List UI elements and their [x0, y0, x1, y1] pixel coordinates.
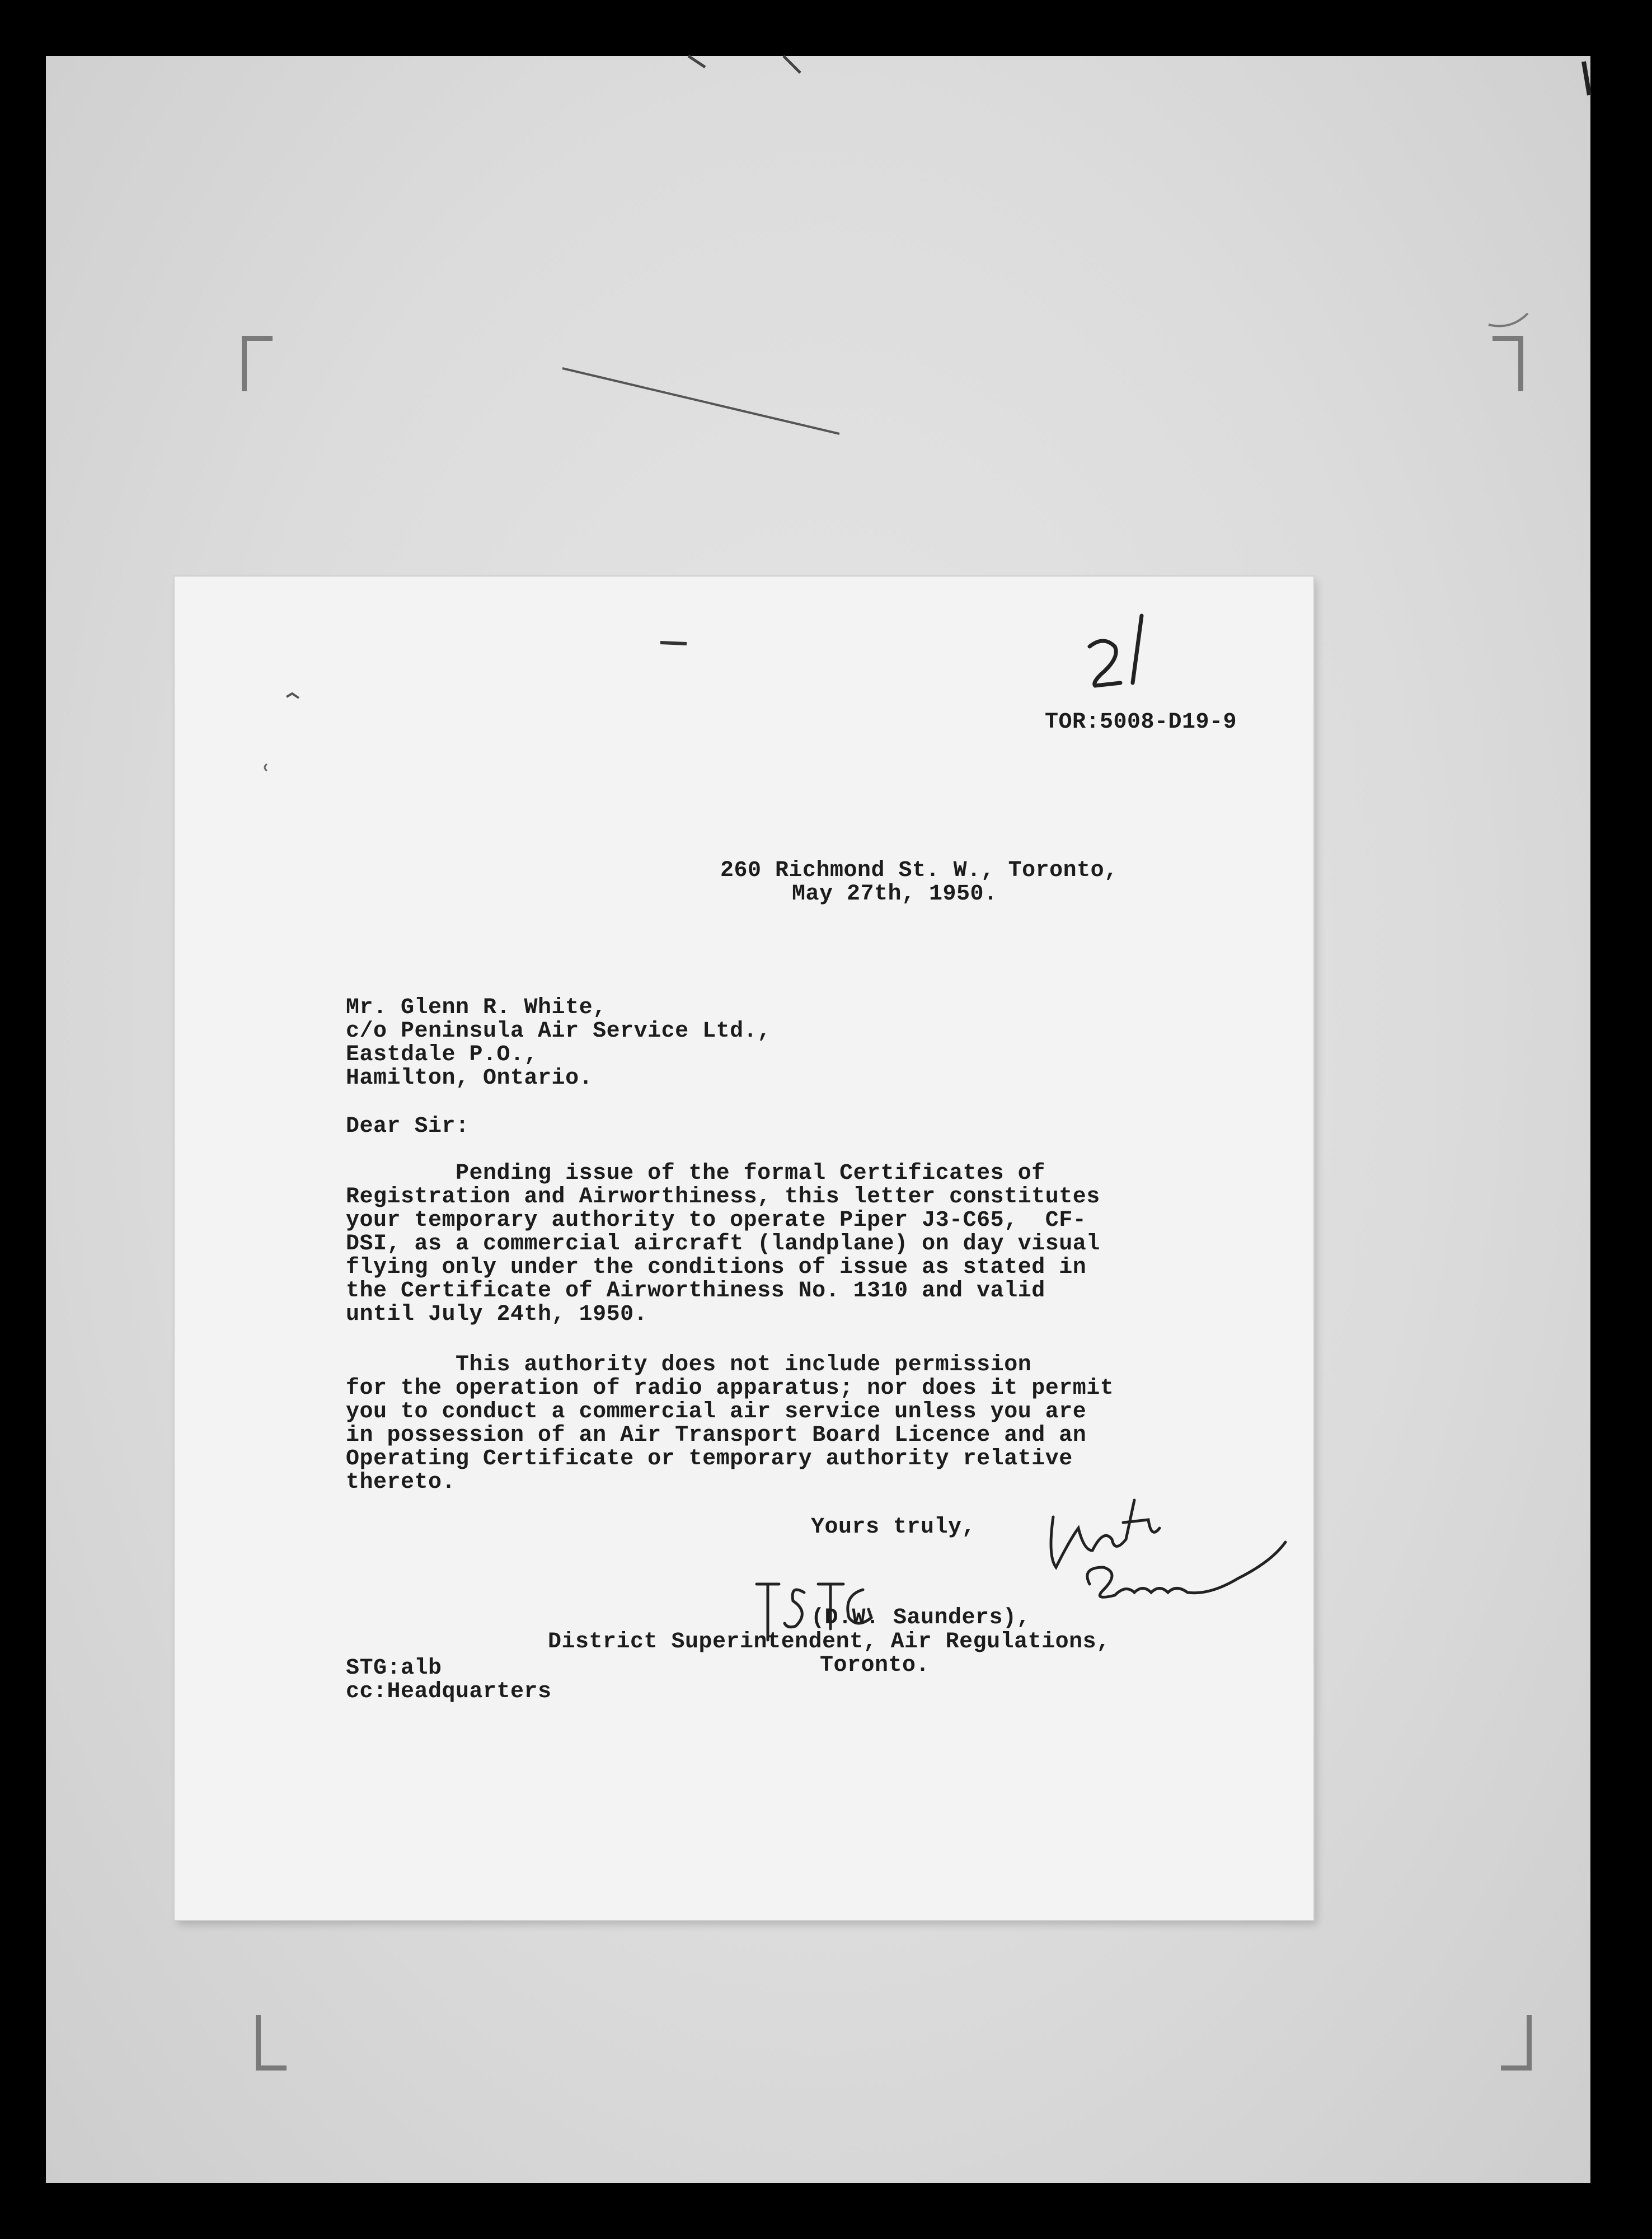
paragraph-line: in possession of an Air Transport Board Licence and an	[346, 1423, 1087, 1448]
signatory-city: Toronto.	[820, 1653, 930, 1678]
body-paragraph-1	[346, 1162, 1100, 1327]
paragraph-line: Pending issue of the formal Certificates of	[346, 1161, 1045, 1186]
paragraph-line: you to conduct a commercial air service unless you are	[346, 1399, 1087, 1425]
margin-mark	[287, 694, 299, 698]
signatory-title: District Superintendent, Air Regulations,	[548, 1629, 1110, 1655]
sender-address-line: 260 Richmond St. W., Toronto,	[720, 858, 1118, 883]
copy-to: cc:Headquarters	[346, 1679, 552, 1704]
recipient-line: c/o Peninsula Air Service Ltd.,	[346, 1019, 771, 1044]
recipient-line: Hamilton, Ontario.	[346, 1066, 593, 1091]
registration-mark-top-right	[1493, 336, 1523, 391]
closing: Yours truly,	[811, 1515, 976, 1540]
paragraph-line: DSI, as a commercial aircraft (landplane) on day visual	[346, 1231, 1100, 1257]
letter-page	[175, 577, 1313, 1920]
registration-mark-top-left	[242, 336, 273, 391]
file-reference: TOR:5008-D19-9	[1045, 710, 1237, 735]
signatory-name: (D.W. Saunders),	[811, 1605, 1031, 1631]
reference-initials: STG:alb	[346, 1656, 442, 1681]
body-paragraph-2	[346, 1353, 1114, 1495]
registration-mark-bottom-right	[1501, 2015, 1532, 2071]
handwritten-page-number	[1090, 616, 1142, 686]
registration-mark-bottom-left	[256, 2015, 287, 2071]
paragraph-line: the Certificate of Airworthiness No. 1310 and valid	[346, 1278, 1045, 1304]
paragraph-line: thereto.	[346, 1470, 456, 1495]
paragraph-line: until July 24th, 1950.	[346, 1302, 648, 1327]
paragraph-line: Operating Certificate or temporary authority relative	[346, 1446, 1073, 1472]
handwritten-signature	[1051, 1500, 1285, 1597]
margin-mark	[265, 764, 267, 771]
paragraph-line: for the operation of radio apparatus; nor does it permit	[346, 1376, 1114, 1401]
letter-date: May 27th, 1950.	[792, 882, 998, 907]
paragraph-line: This authority does not include permission	[346, 1352, 1032, 1378]
paragraph-line: Registration and Airworthiness, this letter constitutes	[346, 1184, 1100, 1210]
salutation: Dear Sir:	[346, 1114, 470, 1139]
paragraph-line: your temporary authority to operate Piper J3-C65, CF-	[346, 1208, 1087, 1233]
paragraph-line: flying only under the conditions of issue as stated in	[346, 1255, 1087, 1280]
recipient-address	[346, 996, 771, 1090]
recipient-line: Mr. Glenn R. White,	[346, 995, 607, 1020]
recipient-line: Eastdale P.O.,	[346, 1042, 538, 1067]
stray-mark	[660, 643, 687, 644]
